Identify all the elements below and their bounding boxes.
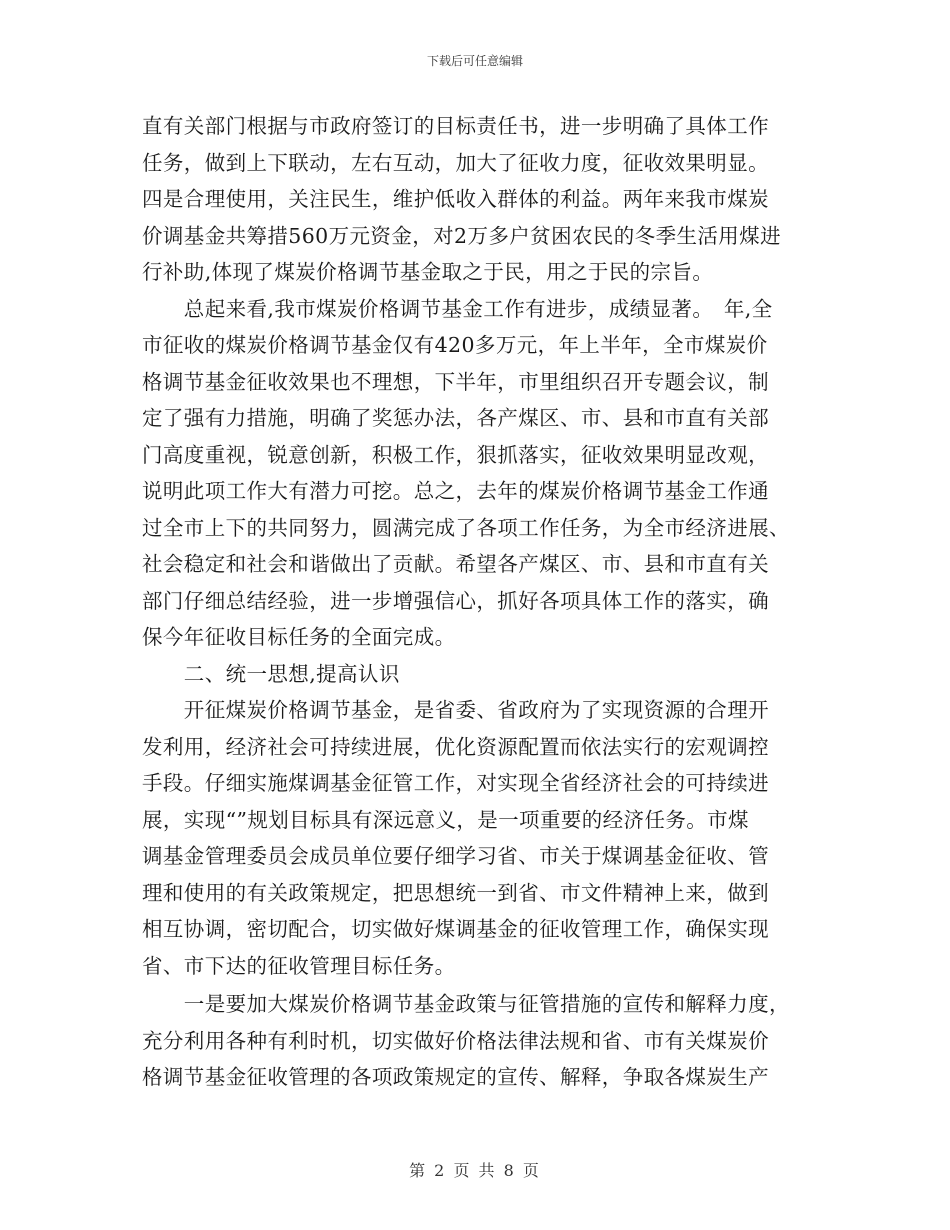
text-line: 手段。仔细实施煤调基金征管工作，对实现全省经济社会的可持续进 xyxy=(142,771,769,795)
text-line: 保今年征收目标任务的全面完成。 xyxy=(142,625,456,649)
text-line: 任务，做到上下联动，左右互动，加大了征收力度，征收效果明显。 xyxy=(142,150,769,175)
text-line: 调基金管理委员会成员单位要仔细学习省、市关于煤调基金征收、管 xyxy=(142,844,769,868)
text-line: 行补助,体现了煤炭价格调节基金取之于民，用之于民的宗旨。 xyxy=(142,260,714,284)
page-footer: 第 2 页 共 8 页 xyxy=(409,1161,541,1180)
text-line: 一是要加大煤炭价格调节基金政策与征管措施的宣传和解释力度， xyxy=(142,992,790,1016)
text-line: 价调基金共筹措560万元资金，对2万多户贫困农民的冬季生活用煤进 xyxy=(142,223,781,248)
text-line: 开征煤炭价格调节基金，是省委、省政府为了实现资源的合理开 xyxy=(142,698,769,722)
text-line: 说明此项工作大有潜力可挖。总之，去年的煤炭价格调节基金工作通 xyxy=(142,479,769,503)
text-line: 格调节基金征收管理的各项政策规定的宣传、解释，争取各煤炭生产 xyxy=(142,1065,769,1089)
text-line: 部门仔细总结经验，进一步增强信心，抓好各项具体工作的落实，确 xyxy=(142,588,769,613)
text-line: 相互协调，密切配合，切实做好煤调基金的征收管理工作，确保实现 xyxy=(142,917,769,941)
text-line: 发利用，经济社会可持续进展，优化资源配置而依法实行的宏观调控 xyxy=(142,734,769,759)
text-line: 定了强有力措施，明确了奖惩办法，各产煤区、市、县和市直有关部 xyxy=(142,406,769,430)
text-line: 展，实现“”规划目标具有深远意义，是一项重要的经济任务。市煤 xyxy=(142,807,749,832)
text-line: 理和使用的有关政策规定，把思想统一到省、市文件精神上来，做到 xyxy=(142,880,769,905)
text-line: 过全市上下的共同努力，圆满完成了各项工作任务，为全市经济进展、 xyxy=(142,515,790,540)
text-line: 格调节基金征收效果也不理想，下半年，市里组织召开专题会议，制 xyxy=(142,369,769,394)
text-line: 四是合理使用，关注民生，维护低收入群体的利益。两年来我市煤炭 xyxy=(142,187,769,211)
text-line: 市征收的煤炭价格调节基金仅有420多万元，年上半年，全市煤炭价 xyxy=(142,333,768,357)
text-line: 省、市下达的征收管理目标任务。 xyxy=(142,953,456,978)
text-line: 社会稳定和社会和谐做出了贡献。希望各产煤区、市、县和市直有关 xyxy=(142,552,769,576)
section-heading: 二、统一思想,提高认识 xyxy=(142,661,400,686)
page-header: 下载后可任意编辑 xyxy=(426,54,523,68)
text-line: 直有关部门根据与市政府签订的目标责任书，进一步明确了具体工作 xyxy=(142,114,769,138)
text-line: 充分利用各种有利时机，切实做好价格法律法规和省、市有关煤炭价 xyxy=(142,1028,769,1053)
text-line: 总起来看,我市煤炭价格调节基金工作有进步，成绩显著。 年,全 xyxy=(142,296,773,321)
document-body xyxy=(142,108,822,1096)
text-line: 门高度重视，锐意创新，积极工作，狠抓落实，征收效果明显改观， xyxy=(142,442,769,467)
